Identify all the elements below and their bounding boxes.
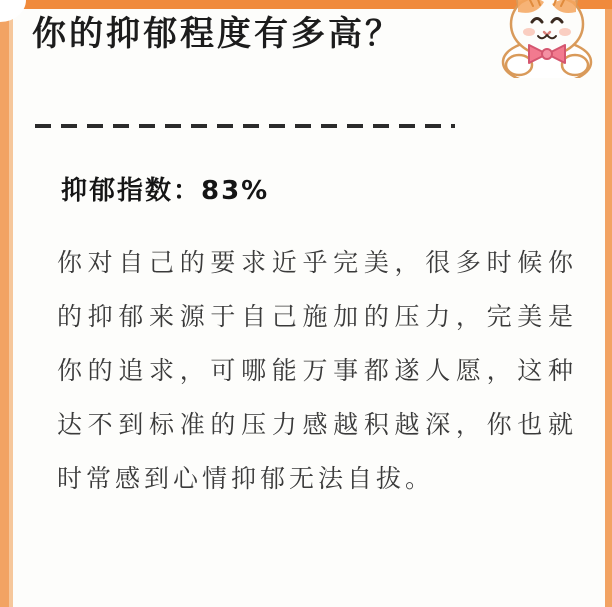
page-frame-left-edge bbox=[0, 0, 9, 607]
content-area bbox=[13, 0, 605, 607]
result-body-text: 你对自己的要求近乎完美，很多时候你的抑郁来源于自己施加的压力，完美是你的追求，可哪能万事都遂人愿，这种达不到标准的压力感越积越深，你也就时常感到心情抑郁无法自拔。 bbox=[57, 248, 577, 493]
page-frame-right-edge bbox=[605, 0, 612, 607]
score-label: 抑郁指数：83% bbox=[61, 176, 270, 206]
dashed-divider bbox=[35, 124, 455, 128]
page-title: 你的抑郁程度有多高？ bbox=[32, 14, 402, 54]
